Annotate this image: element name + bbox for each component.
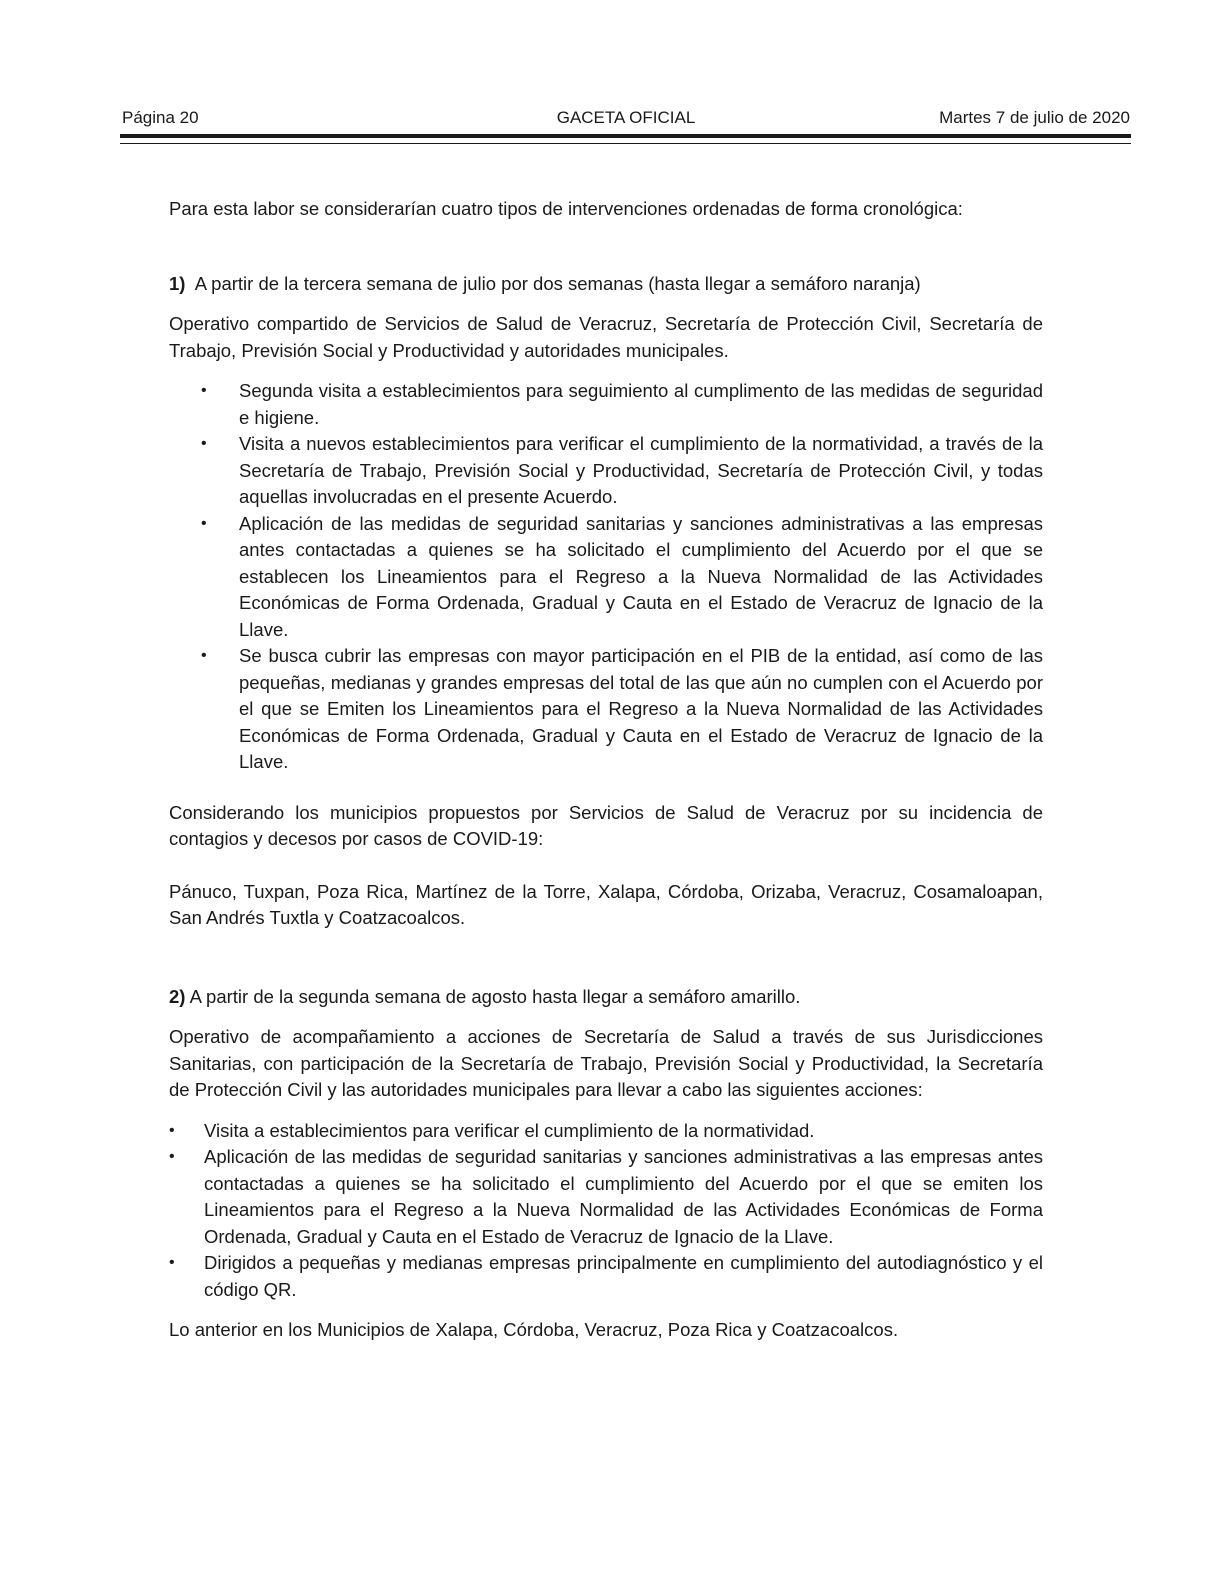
list-item xyxy=(201,431,1043,511)
bullet-icon: • xyxy=(201,647,207,664)
list-item-text: Se busca cubrir las empresas con mayor participación en el PIB de la entidad, así como de las pequeñas, medianas y grandes empresas del total de las que aún no cumplen con el Acuerdo por el que se Emiten los Lineamientos para el Regreso a la Nueva Normalidad de las Actividades Económicas de Forma Ordenada, Gradual y Cauta en el Estado de Veracruz de Ignacio de la Llave. xyxy=(239,645,1043,772)
publication-date: Martes 7 de julio de 2020 xyxy=(939,108,1130,127)
list-item-text: Visita a establecimientos para verificar el cumplimiento de la normatividad. xyxy=(204,1119,815,1141)
bullet-icon: • xyxy=(201,382,207,399)
section-2-bullet-list xyxy=(169,1118,1043,1304)
intro-paragraph: Para esta labor se considerarían cuatro tipos de intervenciones ordenadas de forma cronológica: xyxy=(169,198,963,219)
list-item xyxy=(201,643,1043,776)
section-2-title: A partir de la segunda semana de agosto hasta llegar a semáforo amarillo. xyxy=(189,985,801,1007)
page-number: Página 20 xyxy=(122,108,199,127)
list-item xyxy=(201,511,1043,644)
municipalities-intro: Considerando los municipios propuestos por Servicios de Salud de Veracruz por su incidencia de contagios y decesos por casos de COVID-19: xyxy=(169,801,1043,849)
header-rule-thick xyxy=(120,134,1131,138)
bullet-icon: • xyxy=(169,1254,175,1271)
publication-title: GACETA OFICIAL xyxy=(556,108,696,127)
list-item xyxy=(169,1118,1043,1145)
list-item xyxy=(201,378,1043,431)
bullet-icon: • xyxy=(169,1148,175,1165)
bullet-icon: • xyxy=(201,514,207,532)
section-2-number: 2) xyxy=(169,985,186,1007)
bullet-icon: • xyxy=(201,435,207,452)
section-1-bullet-list xyxy=(169,378,1043,776)
section-1-paragraph: Operativo compartido de Servicios de Salud de Veracruz, Secretaría de Protección Civil, Secretaría de Trabajo, Previsión Social y Productividad y autoridades municipales. xyxy=(169,313,1043,361)
list-item xyxy=(169,1250,1043,1303)
list-item-text: Aplicación de las medidas de seguridad sanitarias y sanciones administrativas a las empresas antes contactadas a quienes se ha solicitado el cumplimiento del Acuerdo por el que se emiten los Lineamientos para el Regreso a la Nueva Normalidad de las Actividades Económicas de Forma Ordenada, Gradual y Cauta en el Estado de Veracruz de Ignacio de la Llave. xyxy=(204,1146,1043,1247)
list-item xyxy=(169,1144,1043,1250)
section-1-heading xyxy=(169,271,1043,298)
page-header xyxy=(122,108,1130,132)
list-item-text: Dirigidos a pequeñas y medianas empresas principalmente en cumplimiento del autodiagnóstico y el código QR. xyxy=(204,1252,1043,1300)
bullet-icon: • xyxy=(169,1121,175,1139)
municipalities-list: Pánuco, Tuxpan, Poza Rica, Martínez de la Torre, Xalapa, Córdoba, Orizaba, Veracruz, Cosamaloapan, San Andrés Tuxtla y Coatzacoalcos. xyxy=(169,880,1043,928)
section-2-heading xyxy=(169,984,1043,1011)
header-rule-thin xyxy=(120,143,1131,144)
list-item-text: Visita a nuevos establecimientos para verificar el cumplimiento de la normatividad, a través de la Secretaría de Trabajo, Previsión Social y Productividad, Secretaría de Protección Civil, y todas aquellas involucradas en el presente Acuerdo. xyxy=(239,433,1043,507)
section-1-title: A partir de la tercera semana de julio por dos semanas (hasta llegar a semáforo naranja) xyxy=(194,272,921,294)
section-1-number: 1) xyxy=(169,272,186,294)
closing-paragraph: Lo anterior en los Municipios de Xalapa, Córdoba, Veracruz, Poza Rica y Coatzacoalcos. xyxy=(169,1319,899,1340)
section-2-paragraph: Operativo de acompañamiento a acciones de Secretaría de Salud a través de sus Jurisdicciones Sanitarias, con participación de la Secretaría de Trabajo, Previsión Social y Productividad, la Secretaría de Protección Civil y las autoridades municipales para llevar a cabo las siguientes acciones: xyxy=(169,1026,1043,1100)
list-item-text: Segunda visita a establecimientos para seguimiento al cumplimento de las medidas de seguridad e higiene. xyxy=(239,380,1043,428)
document-body xyxy=(169,196,1043,1344)
list-item-text: Aplicación de las medidas de seguridad sanitarias y sanciones administrativas a las empresas antes contactadas a quienes se ha solicitado el cumplimiento del Acuerdo por el que se establecen los Lineamientos para el Regreso a la Nueva Normalidad de las Actividades Económicas de Forma Ordenada, Gradual y Cauta en el Estado de Veracruz de Ignacio de la Llave. xyxy=(239,512,1043,640)
